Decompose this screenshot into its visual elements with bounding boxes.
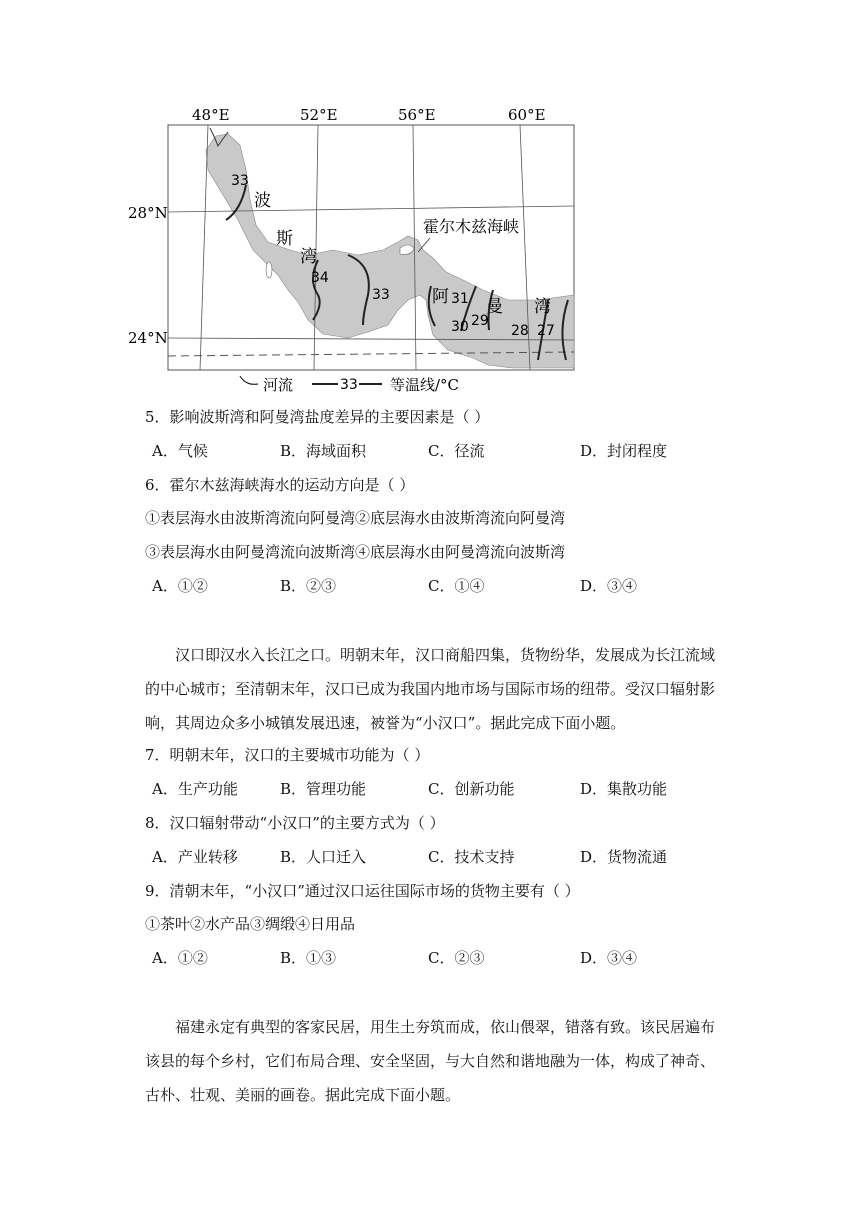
- option-d[interactable]: D．③④: [580, 949, 638, 967]
- question-5-stem: 5．影响波斯湾和阿曼湾盐度差异的主要因素是（ ）: [145, 408, 490, 426]
- passage-yongding: 福建永定有典型的客家民居，用生土夯筑而成，依山偎翠，错落有致。该民居遍布该县的每个乡村，它们布局合理、安全坚固，与大自然和谐地融为一体，构成了神奇、古朴、壮观、美丽的画卷。据此完成下面小题。: [145, 1018, 716, 1104]
- strait-label: 霍尔木兹海峡: [423, 217, 520, 236]
- isotherm-value: 30: [451, 319, 469, 335]
- question-8-stem: 8．汉口辐射带动“小汉口”的主要方式为（ ）: [145, 814, 445, 832]
- option-b[interactable]: B．海域面积: [280, 442, 367, 460]
- option-a[interactable]: A．气候: [152, 442, 208, 460]
- lon-label-52e: 52°E: [300, 106, 338, 124]
- isotherm-value: 31: [451, 291, 469, 307]
- bahrain-island: [266, 262, 272, 278]
- isotherm-value: 28: [511, 323, 529, 339]
- lon-label-48e: 48°E: [192, 106, 230, 124]
- legend-river-label: 河流: [263, 376, 294, 394]
- lon-label-56e: 56°E: [398, 106, 436, 124]
- passage-hankou: 汉口即汉水入长江之口。明朝末年，汉口商船四集，货物纷华，发展成为长江流域的中心城市；至清朝末年，汉口已成为我国内地市场与国际市场的纽带。受汉口辐射影响，其周边众多小城镇发展迅速，被誉为“小汉口”。据此完成下面小题。: [145, 646, 716, 732]
- option-b[interactable]: B．管理功能: [280, 780, 367, 798]
- option-d[interactable]: D．③④: [580, 577, 638, 595]
- lat-label-28n: 28°N: [128, 204, 168, 222]
- sea-label-bo: 波: [254, 191, 271, 211]
- question-9-statement: ①茶叶②水产品③绸缎④日用品: [145, 915, 356, 933]
- option-d[interactable]: D．封闭程度: [580, 442, 668, 460]
- isotherm-value: 33: [372, 287, 390, 303]
- sea-label-wan: 湾: [300, 247, 317, 267]
- question-6-statement-1: ①表层海水由波斯湾流向阿曼湾②底层海水由波斯湾流向阿曼湾: [145, 509, 566, 527]
- map-legend: [240, 376, 459, 394]
- question-7-stem: 7．明朝末年，汉口的主要城市功能为（ ）: [145, 746, 430, 764]
- option-a[interactable]: A．产业转移: [152, 848, 238, 866]
- option-a[interactable]: A．①②: [152, 949, 208, 967]
- sea-label-a: 阿: [432, 287, 449, 307]
- option-c[interactable]: C．①④: [428, 577, 485, 595]
- lat-label-24n: 24°N: [128, 329, 168, 347]
- legend-isotherm-label: 等温线/°C: [390, 376, 460, 394]
- option-a[interactable]: A．①②: [152, 577, 208, 595]
- question-6-statement-2: ③表层海水由阿曼湾流向波斯湾④底层海水由阿曼湾流向波斯湾: [145, 543, 566, 561]
- legend-river-icon: [240, 376, 258, 384]
- option-c[interactable]: C．径流: [428, 442, 485, 460]
- option-a[interactable]: A．生产功能: [152, 780, 238, 798]
- option-d[interactable]: D．集散功能: [580, 780, 668, 798]
- question-9-stem: 9．清朝末年，“小汉口”通过汉口运往国际市场的货物主要有（ ）: [145, 882, 580, 900]
- isotherm-value: 27: [537, 323, 555, 339]
- question-6-stem: 6．霍尔木兹海峡海水的运动方向是（ ）: [145, 476, 415, 494]
- sea-label-wan2: 湾: [534, 297, 551, 317]
- persian-gulf-map: [128, 100, 588, 400]
- sea-label-man: 曼: [486, 297, 503, 317]
- isotherm-value: 34: [311, 270, 329, 286]
- legend-isotherm-value: 33: [340, 377, 358, 393]
- option-b[interactable]: B．①③: [280, 949, 337, 967]
- option-d[interactable]: D．货物流通: [580, 848, 668, 866]
- option-c[interactable]: C．②③: [428, 949, 485, 967]
- option-c[interactable]: C．创新功能: [428, 780, 515, 798]
- option-b[interactable]: B．②③: [280, 577, 337, 595]
- option-c[interactable]: C．技术支持: [428, 848, 515, 866]
- isotherm-value: 29: [471, 313, 489, 329]
- option-b[interactable]: B．人口迁入: [280, 848, 367, 866]
- sea-label-si: 斯: [276, 229, 293, 249]
- isotherm-value: 33: [231, 173, 249, 189]
- lon-label-60e: 60°E: [508, 106, 546, 124]
